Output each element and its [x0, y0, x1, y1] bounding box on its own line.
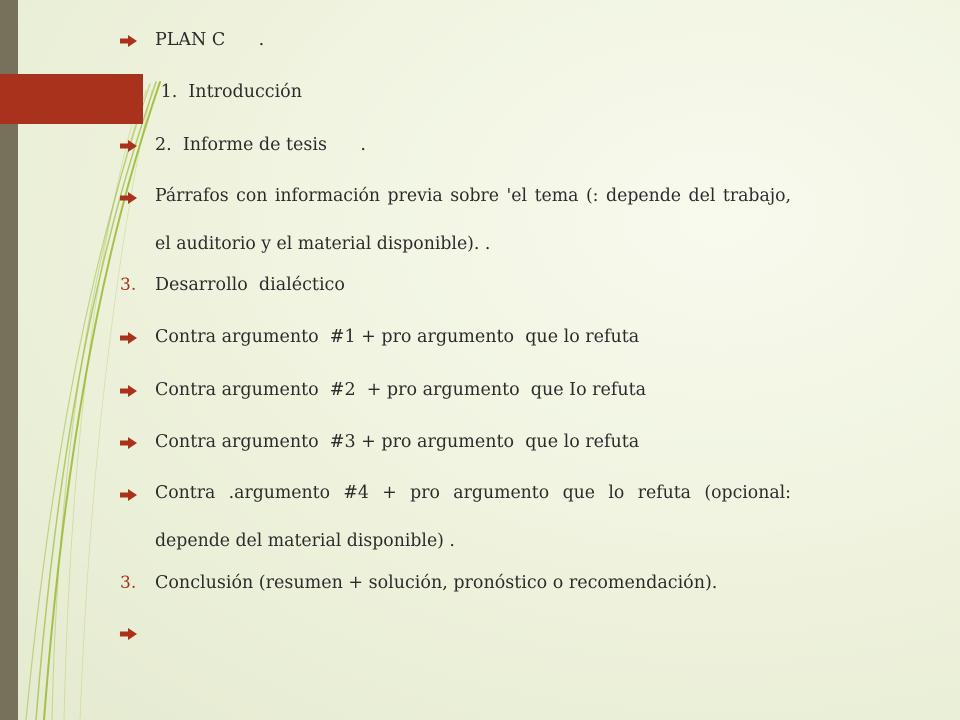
- arrow-bullet-icon: [120, 365, 150, 415]
- arrow-bullet-icon: [120, 172, 150, 222]
- list-item-text: Conclusión (resumen + solución, pronóstico o recomendación).: [155, 573, 718, 593]
- arrow-bullet-icon: [120, 67, 150, 117]
- list-item-text: 2. Informe de tesis .: [155, 135, 366, 155]
- list-number: 3.: [120, 573, 137, 593]
- list-item-text: Desarrollo dialéctico: [155, 275, 345, 295]
- arrow-bullet-icon: [120, 469, 150, 519]
- list-item-text: Contra argumento #2 + pro argumento que Io refuta: [155, 380, 647, 400]
- list-item-text: 1. Introducción: [155, 82, 302, 102]
- arrow-bullet-icon: [120, 608, 150, 658]
- arrow-bullet-icon: [120, 417, 150, 467]
- arrow-bullet-icon: [120, 312, 150, 362]
- arrow-bullet-icon: [120, 15, 150, 65]
- list-item-text: Contra argumento #1 + pro argumento que lo refuta: [155, 327, 640, 347]
- arrow-bullet-icon: [120, 120, 150, 170]
- list-item-text: PLAN C .: [155, 30, 265, 50]
- list-number: 3.: [120, 275, 137, 295]
- list-item-text: Contra argumento #3 + pro argumento que lo refuta: [155, 432, 640, 452]
- list-item-text: Contra .argumento #4 + pro argumento que lo refuta (opcional: depende del material disponible) .: [155, 483, 791, 551]
- list-item-text: Párrafos con información previa sobre 'el tema (: depende del trabajo, el auditorio y el material disponible). .: [155, 186, 791, 254]
